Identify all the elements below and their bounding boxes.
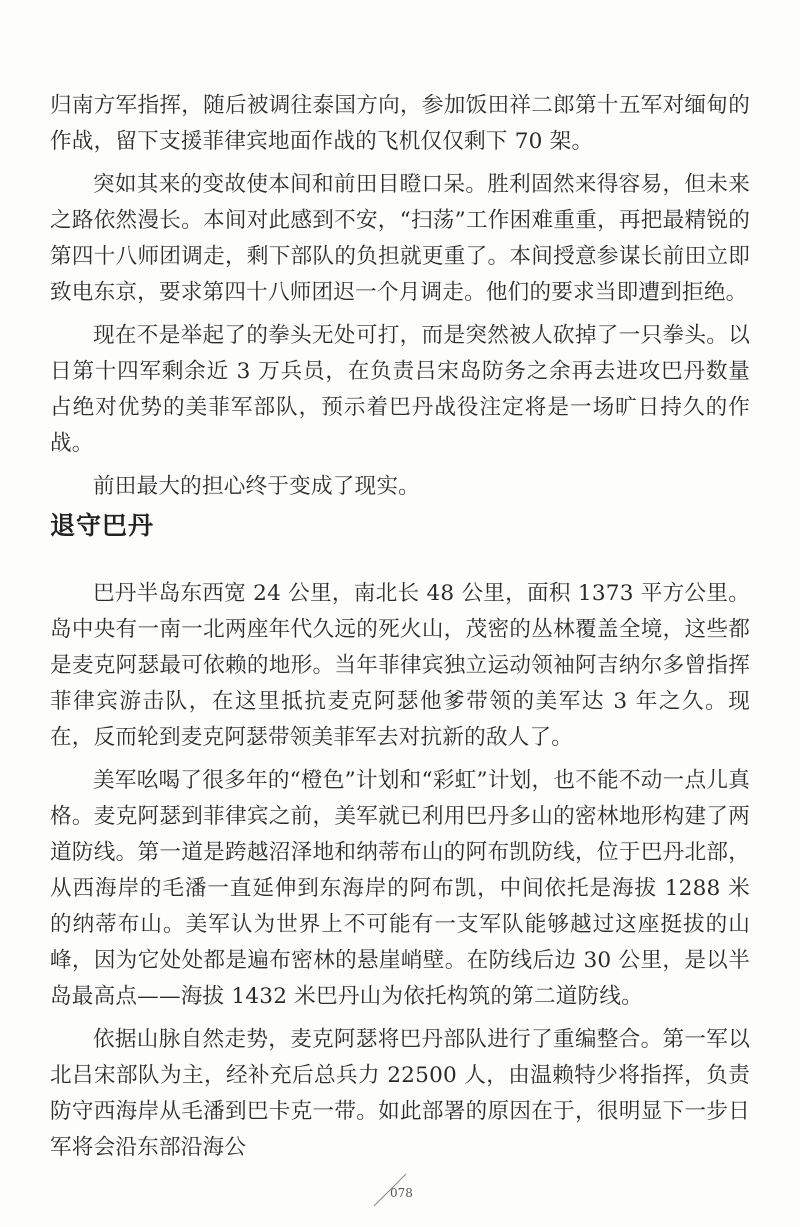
paragraph: 依据山脉自然走势，麦克阿瑟将巴丹部队进行了重编整合。第一军以北吕宋部队为主，经补充后总兵力 22500 人，由温赖特少将指挥，负责防守西海岸从毛潘到巴卡克一带。如此部署的原因在于，很明显下一步日军将会沿东部沿海公 [50, 1027, 750, 1160]
paragraph: 归南方军指挥，随后被调往泰国方向，参加饭田祥二郎第十五军对缅甸的作战，留下支援菲律宾地面作战的飞机仅仅剩下 70 架。 [50, 93, 750, 154]
page-number [370, 1172, 430, 1208]
section-heading: 退守巴丹 [50, 511, 155, 540]
paragraph: 巴丹半岛东西宽 24 公里，南北长 48 公里，面积 1373 平方公里。岛中央有一南一北两座年代久远的死火山，茂密的丛林覆盖全境，这些都是麦克阿瑟最可依赖的地形。当年菲律宾独立运动领袖阿吉纳尔多曾指挥菲律宾游击队，在这里抵抗麦克阿瑟他爹带领的美军达 3 年之久。现在，反而轮到麦克阿瑟带领美菲军去对抗新的敌人了。 [50, 581, 750, 750]
section-2-text [50, 576, 750, 1173]
paragraph: 突如其来的变故使本间和前田目瞪口呆。胜利固然来得容易，但未来之路依然漫长。本间对此感到不安，“扫荡”工作困难重重，再把最精锐的第四十八师团调走，剩下部队的负担就更重了。本间授意参谋长前田立即致电东京，要求第四十八师团迟一个月调走。他们的要求当即遭到拒绝。 [50, 172, 750, 305]
page-number-text: 078 [390, 1186, 413, 1200]
paragraph: 现在不是举起了的拳头无处可打，而是突然被人砍掉了一只拳头。以日第十四军剩余近 3 万兵员，在负责吕宋岛防务之余再去进攻巴丹数量占绝对优势的美菲军部队，预示着巴丹战役注定将是一场旷日持久的作战。 [50, 323, 750, 456]
section-1-text [50, 88, 750, 512]
paragraph: 前田最大的担心终于变成了现实。 [93, 474, 420, 499]
paragraph: 美军吆喝了很多年的“橙色”计划和“彩虹”计划，也不能不动一点儿真格。麦克阿瑟到菲律宾之前，美军就已利用巴丹多山的密林地形构建了两道防线。第一道是跨越沼泽地和纳蒂布山的阿布凯防线，位于巴丹北部，从西海岸的毛潘一直延伸到东海岸的阿布凯，中间依托是海拔 1288 米的纳蒂布山。美军认为世界上不可能有一支军队能够越过这座挺拔的山峰，因为它处处都是遍布密林的悬崖峭壁。在防线后边 30 公里，是以半岛最高点——海拔 1432 米巴丹山为依托构筑的第二道防线。 [50, 768, 750, 1009]
